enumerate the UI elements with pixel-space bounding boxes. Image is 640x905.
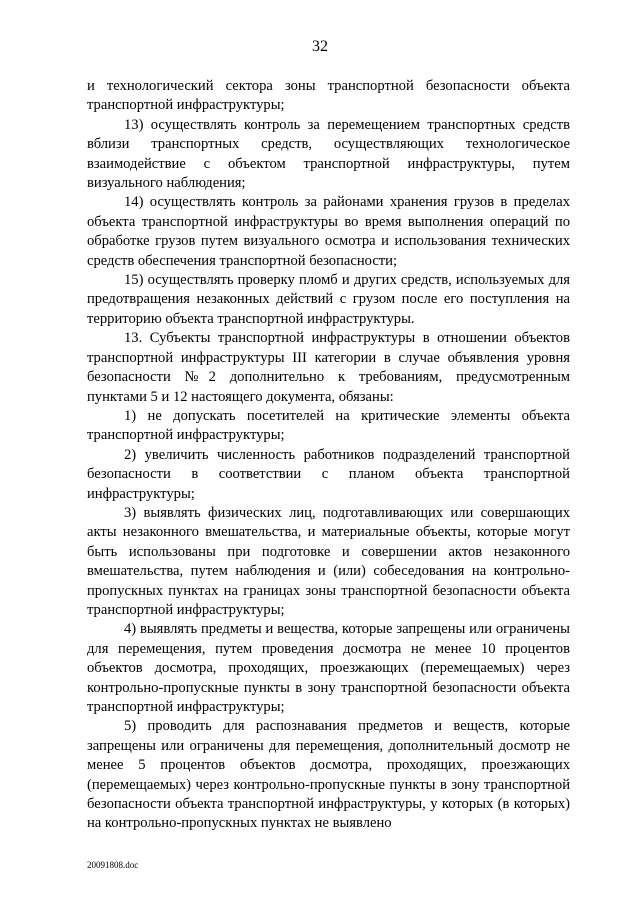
paragraph: 2) увеличить численность работников подразделений транспортной безопасности в соответствии с планом объекта транспортной инфраструктуры; [87, 446, 570, 502]
paragraph: 4) выявлять предметы и вещества, которые запрещены или ограничены для перемещения, путем проведения досмотра не менее 10 процентов объектов досмотра, проходящих, проезжающих (перемещаемых) через контрольно-пропускные пункты в зону транспортной безопасности объекта транспортной инфраструктуры; [87, 621, 570, 715]
paragraph: 13) осуществлять контроль за перемещением транспортных средств вблизи транспортных средств, осуществляющих технологическое взаимодействие с объектом транспортной инфраструктуры, путем визуального наблюдения; [87, 116, 570, 192]
paragraph: и технологический сектора зоны транспортной безопасности объекта транспортной инфраструктуры; [87, 78, 570, 114]
document-body [87, 77, 570, 834]
footer-filename: 20091808.doc [87, 860, 139, 870]
paragraph: 15) осуществлять проверку пломб и других средств, используемых для предотвращения незаконных действий с грузом после его поступления на территорию объекта транспортной инфраструктуры. [87, 272, 570, 327]
page-number: 32 [312, 38, 328, 55]
paragraph: 13. Субъекты транспортной инфраструктуры в отношении объектов транспортной инфраструктуры III категории в случае объявления уровня безопасности №2 дополнительно к требованиям, предусмотренным пунктами 5 и 12 настоящего документа, обязаны: [87, 330, 570, 405]
paragraph: 5) проводить для распознавания предметов и веществ, которые запрещены или ограничены для перемещения, дополнительный досмотр не менее 5 процентов объектов досмотра, проходящих, проезжающих (перемещаемых) через контрольно-пропускные пункты в зону транспортной безопасности объекта транспортной инфраструктуры, у которых (в которых) на контрольно-пропускных пунктах не выявлено [87, 718, 570, 832]
paragraph: 3) выявлять физических лиц, подготавливающих или совершающих акты незаконного вмешательства, и материальные объекты, которые могут быть использованы при подготовке и совершении актов незаконного вмешательства, путем наблюдения и (или) собеседования на контрольно-пропускных пунктах на границах зоны транспортной безопасности объекта транспортной инфраструктуры; [87, 504, 570, 618]
paragraph: 14) осуществлять контроль за районами хранения грузов в пределах объекта транспортной инфраструктуры во время выполнения операций по обработке грузов путем визуального осмотра и использования технических средств обеспечения транспортной безопасности; [87, 194, 570, 269]
paragraph: 1) не допускать посетителей на критические элементы объекта транспортной инфраструктуры; [87, 407, 570, 444]
